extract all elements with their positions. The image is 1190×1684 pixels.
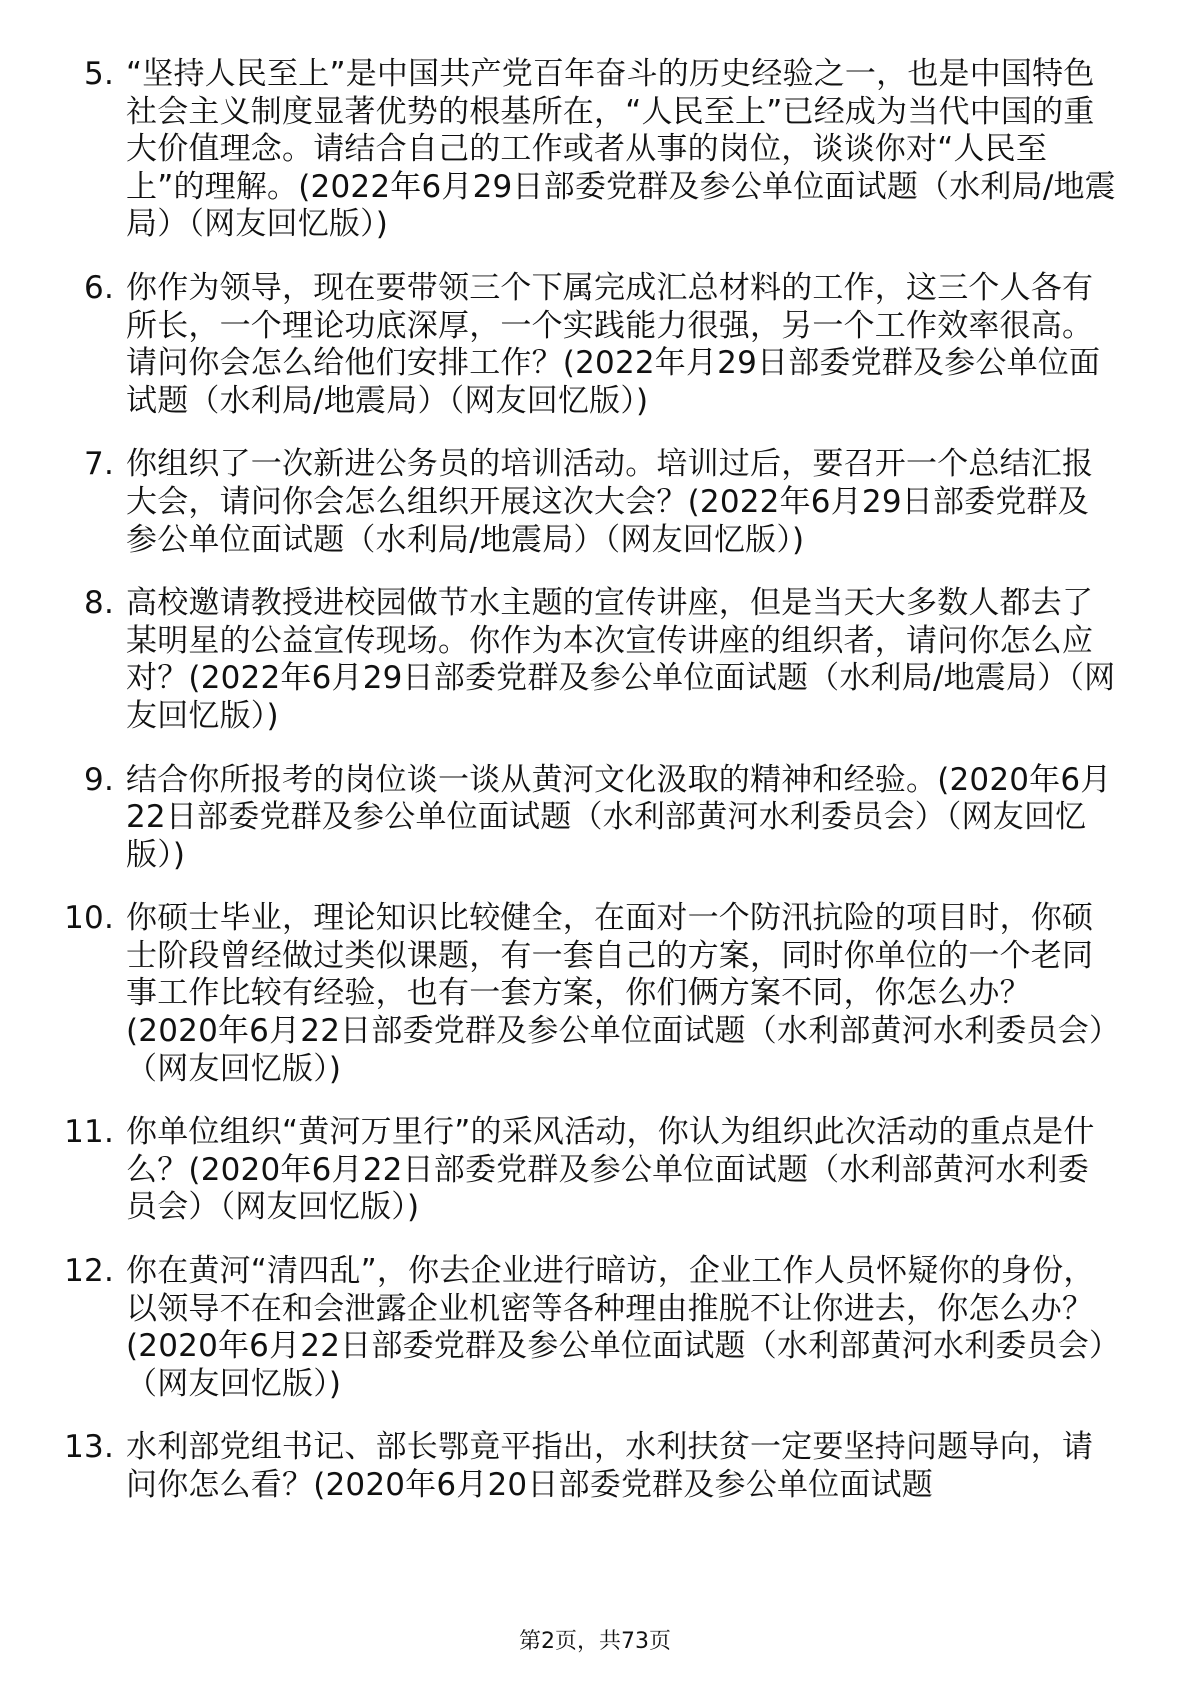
- question-item: [0, 1429, 1190, 1504]
- question-number: 10.: [64, 900, 114, 937]
- question-text: 结合你所报考的岗位谈一谈从黄河文化汲取的精神和经验。(2020年6月22日部委党群及参公单位面试题（水利部黄河水利委员会）（网友回忆版）): [126, 761, 1112, 873]
- question-item: [0, 762, 1190, 875]
- question-number: 8.: [84, 585, 114, 622]
- question-number: 11.: [64, 1114, 114, 1151]
- question-number: 12.: [64, 1253, 114, 1290]
- question-item: [0, 1114, 1190, 1227]
- question-item: [0, 900, 1190, 1088]
- question-number: 6.: [84, 269, 114, 306]
- question-list: [0, 56, 1190, 1531]
- page-number-footer: 第2页，共73页: [519, 1629, 671, 1654]
- question-text: 你在黄河“清四乱”，你去企业进行暗访，企业工作人员怀疑你的身份，以领导不在和会泄露企业机密等各种理由推脱不让你进去，你怎么办？(2020年6月22日部委党群及参公单位面试题（水利部黄河水利委员会）（网友回忆版）): [126, 1253, 1105, 1402]
- question-item: [0, 56, 1190, 244]
- question-number: 9.: [84, 761, 114, 798]
- question-number: 5.: [84, 56, 114, 92]
- question-number: 7.: [84, 446, 114, 483]
- question-text: 你单位组织“黄河万里行”的采风活动，你认为组织此次活动的重点是什么？(2020年6月22日部委党群及参公单位面试题（水利部黄河水利委员会）（网友回忆版）): [126, 1114, 1095, 1226]
- question-text: 你硕士毕业，理论知识比较健全，在面对一个防汛抗险的项目时，你硕士阶段曾经做过类似课题，有一套自己的方案，同时你单位的一个老同事工作比较有经验，也有一套方案，你们俩方案不同，你怎么办？(2020年6月22日部委党群及参公单位面试题（水利部黄河水利委员会）（网友回忆版）): [126, 900, 1105, 1087]
- question-item: [0, 585, 1190, 735]
- question-number: 13.: [64, 1429, 114, 1466]
- question-text: 你组织了一次新进公务员的培训活动。培训过后，要召开一个总结汇报大会，请问你会怎么组织开展这次大会？(2022年6月29日部委党群及参公单位面试题（水利局/地震局）（网友回忆版）): [126, 446, 1094, 558]
- question-text: “坚持人民至上”是中国共产党百年奋斗的历史经验之一，也是中国特色社会主义制度显著优势的根基所在，“人民至上”已经成为当代中国的重大价值理念。请结合自己的工作或者从事的岗位，谈谈你对“人民至上”的理解。(2022年6月29日部委党群及参公单位面试题（水利局/地震局）（网友回忆版）): [126, 56, 1116, 243]
- question-item: [0, 446, 1190, 559]
- question-text: 水利部党组书记、部长鄂竟平指出，水利扶贫一定要坚持问题导向，请问你怎么看？(2020年6月20日部委党群及参公单位面试题: [126, 1429, 1094, 1503]
- question-text: 你作为领导，现在要带领三个下属完成汇总材料的工作，这三个人各有所长，一个理论功底深厚，一个实践能力很强，另一个工作效率很高。请问你会怎么给他们安排工作？(2022年月29日部委党群及参公单位面试题（水利局/地震局）（网友回忆版）): [126, 269, 1101, 419]
- question-text: 高校邀请教授进校园做节水主题的宣传讲座，但是当天大多数人都去了某明星的公益宣传现场。你作为本次宣传讲座的组织者，请问你怎么应对？(2022年6月29日部委党群及参公单位面试题（水利局/地震局）（网友回忆版）): [126, 585, 1116, 734]
- question-item: [0, 270, 1190, 420]
- question-item: [0, 1253, 1190, 1403]
